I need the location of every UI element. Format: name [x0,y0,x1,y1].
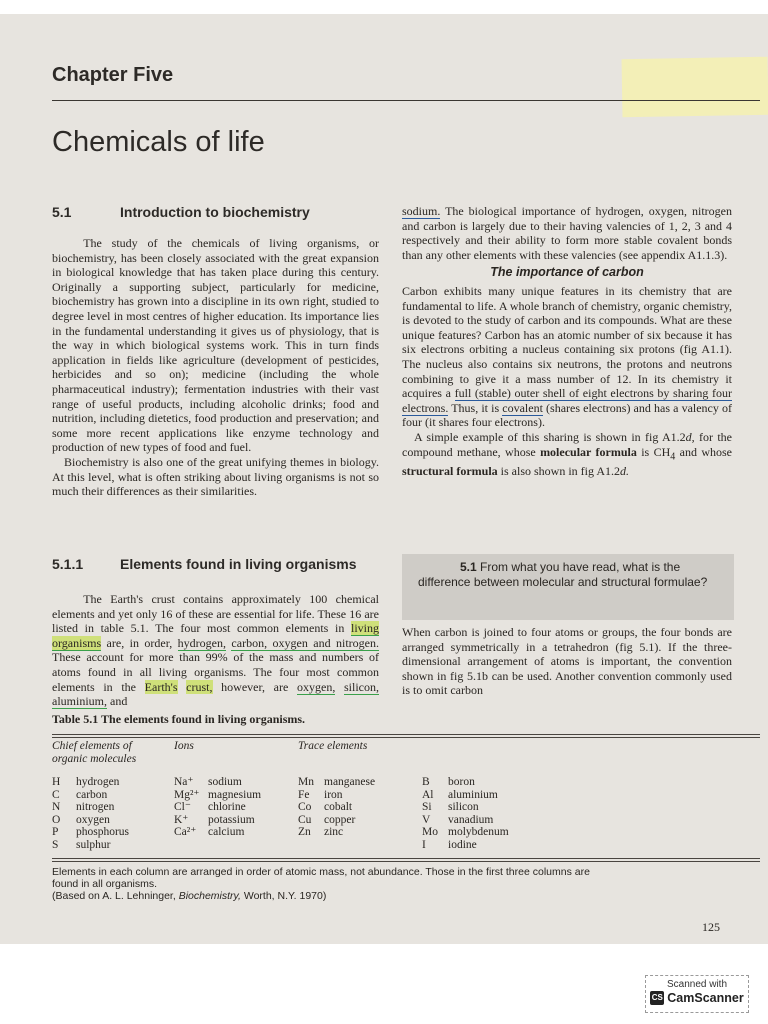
elements-text [52,592,379,709]
table-rule-top [52,734,760,735]
table-row: C carbon [52,788,108,801]
table-rule-bottom-2 [52,861,760,862]
table-row: O oxygen [52,813,110,826]
section-number: 5.1.1 [52,556,84,572]
table-row: Na⁺ sodium [174,776,242,788]
chapter-divider [52,100,760,101]
chapter-label: Chapter Five [52,64,174,86]
table-row: Co cobalt [298,801,353,814]
table-row: Ca²⁺ calcium [174,826,245,839]
table-note-order: Elements in each column are arranged in order of atomic mass, not abundance. Those in the first three columns are found in all organisms. [52,866,590,891]
table-row: V vanadium [422,813,494,826]
table-row: Fe iron [298,788,343,801]
section-number: 5.1 [52,204,72,220]
table-row: Cl⁻ chlorine [174,801,246,814]
section-title: Elements found in living organisms [120,556,357,572]
question-text: From what you have read, what is the difference between molecular and structural formulae? [418,560,708,589]
table-row: S sulphur [52,838,111,851]
watermark-brand: CamScanner [667,991,744,1005]
table-note [52,866,612,903]
watermark-caption: Scanned with [666,979,728,990]
intro-text [52,236,379,499]
valency-paragraph: sodium. The biological importance of hydrogen, oxygen, nitrogen and carbon is largely due to their having valencies of 1, 2, 3 and 4 respectively and their ability to form more stable covalent bonds than any other elements with these valencies (see appendix A1.1.3). [402,204,732,262]
right-column-text [402,204,732,479]
sticky-note [622,57,768,118]
table-note-source: (Based on A. L. Lehninger, Biochemistry, Worth, N.Y. 1970) [52,890,327,903]
table-row: P phosphorus [52,826,130,839]
table-column-trace-1 [298,776,375,839]
table-column-chief [52,776,129,852]
table-row: Zn zinc [298,826,344,839]
question-box [402,554,734,620]
page-number: 125 [702,920,720,934]
page-title: Chemicals of life [52,126,265,158]
table-column-ions [174,776,261,839]
tetrahedron-paragraph: When carbon is joined to four atoms or groups, the four bonds are arranged symmetrically in a tetrahedron (fig 5.1). If the three-dimensional arrangement of atoms is important, the convention shown in fig 5.1b can be used. Another convention commonly used is to omit carbon [402,625,732,698]
table-row: Al aluminium [422,788,498,801]
table-row: K⁺ potassium [174,813,255,826]
table-row: I iodine [422,838,477,851]
textbook-page [0,14,768,944]
table-row: Cu copper [298,813,356,826]
camscanner-logo-icon: CS [650,991,664,1005]
table-header-trace: Trace elements [298,740,368,752]
methane-paragraph: A simple example of this sharing is shown in fig A1.2d, for the compound methane, whose molecular formula is $CH_4$ and whose structural formula is also shown in fig A1.2d. [402,429,732,479]
table-row: H hydrogen [52,776,120,788]
tetrahedron-text [402,625,732,698]
table-row: Mo molybdenum [422,826,509,839]
highlight-living-organisms: living organisms [52,621,379,650]
table-header-chief: Chief elements of organic molecules [52,740,137,765]
section-title: Introduction to biochemistry [120,204,310,220]
highlight-crust: crust, [186,679,213,694]
table-row: Mn manganese [298,776,376,788]
underline-carbon-oxygen-nitrogen: carbon, oxygen and nitrogen. [231,635,379,650]
table-column-trace-2 [422,776,509,852]
intro-paragraph-1: The study of the chemicals of living organisms, or biochemistry, has been closely associated with the great expansion in biological knowledge that has taken place during this century. Originally a supporting subject, particularly for medicine, biochemistry has grown into a discipline in its own right, studied to degree level in most centres of higher education. Its importance lies in the fundamental understanding it gives us of physiology, that is the way in which biological systems work. This in turn finds application in fields like agriculture (development of pesticides, herbicides and so on); medicine (including the whole pharmaceutical industry); fermentation industries with their vast range of useful products, including alcoholic drinks; food and nutrition, including dietetics, food production and preservation; and some more recent applications like enzyme technology and production of new types of food and fuel. [52,236,379,455]
table-row: Si silicon [422,801,479,814]
highlight-earths: Earth's [144,679,178,694]
carbon-paragraph: Carbon exhibits many unique features in its chemistry that are fundamental to life. A whole branch of chemistry, organic chemistry, is devoted to the study of carbon and its compounds. What are these unique features? Carbon has an atomic number of six because it has six electrons orbiting a nucleus containing six protons (fig A1.1). The nucleus also contains six neutrons, the protons and neutrons combining to give it a mass number of 12. In its chemistry it acquires a full (stable) outer shell of eight electrons by sharing four electrons. Thus, it is covalent (shares electrons) and has a valency of four (it shares four electrons). [402,283,733,430]
intro-paragraph-2: Biochemistry is also one of the great unifying themes in biology. At this level, what is often striking about living organisms is not so much their differences as their similarities. [52,454,379,499]
table-row: Mg²⁺ magnesium [174,788,262,801]
question-number: 5.1 [460,560,477,574]
table-header-ions: Ions [174,740,194,752]
table-rule-bottom [52,858,760,859]
table-rule-top-2 [52,737,760,738]
subheading-carbon: The importance of carbon [490,265,644,280]
table-caption: Table 5.1 The elements found in living organisms. [52,712,306,726]
camscanner-watermark [645,975,749,1013]
table-row: N nitrogen [52,801,115,814]
table-row: B boron [422,776,475,788]
elements-paragraph: The Earth's crust contains approximately 100 chemical elements and yet only 16 of these are essential for life. These 16 are listed in table 5.1. The four most common elements in living organisms are, in order, hydrogen, carbon, oxygen and nitrogen. These account for more than 99% of the mass and numbers of atoms found in all living organisms. The four most common elements in the Earth's crust, however, are oxygen, silicon, aluminium, and [52,592,379,709]
